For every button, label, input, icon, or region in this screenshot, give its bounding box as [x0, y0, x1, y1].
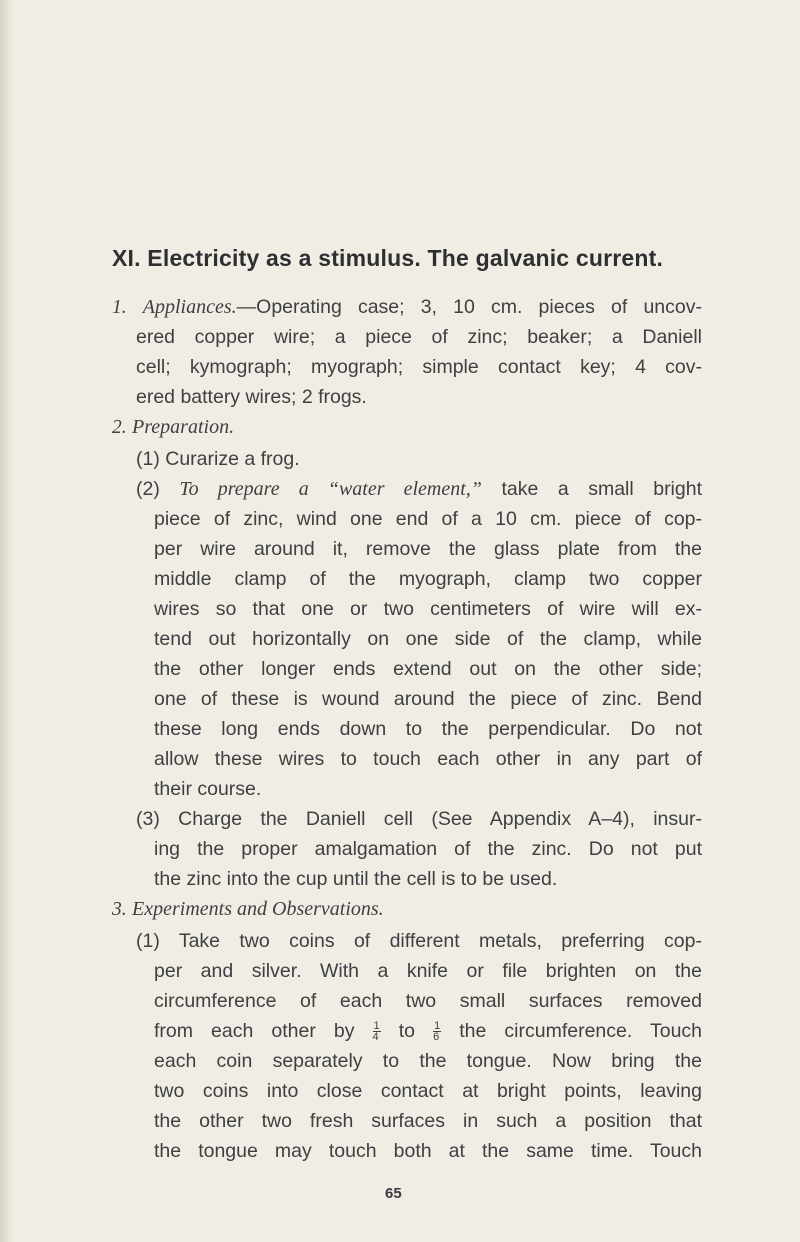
section2-item2-line-10: allow these wires to touch each other in any part of [154, 748, 702, 770]
section2-item2-line-5: wires so that one or two centimeters of wire will ex- [154, 598, 702, 620]
section3-item1-line-1: (1) Take two coins of different metals, preferring cop- [136, 930, 702, 952]
page-number: 65 [385, 1185, 402, 1202]
section2-item2-line-2: piece of zinc, wind one end of a 10 cm. piece of cop- [154, 508, 702, 530]
section1-line-3: cell; kymograph; myograph; simple contact key; 4 cov- [136, 356, 702, 378]
section3-title: Experiments and Observations. [132, 898, 384, 920]
chapter-heading: XI. Electricity as a stimulus. The galvanic current. [112, 245, 664, 271]
section3-heading [112, 898, 384, 921]
fraction-one-sixth [433, 1021, 441, 1042]
fraction-1-denominator: 4 [372, 1031, 379, 1044]
section2-item2-line-11: their course. [154, 778, 262, 800]
fraction-2-numerator: 1 [434, 1020, 441, 1033]
section2-item1: (1) Curarize a frog. [136, 448, 300, 470]
section3-item1-line-7: the other two fresh surfaces in such a position that [154, 1110, 702, 1132]
section2-item2-line-4: middle clamp of the myograph, clamp two copper [154, 568, 702, 590]
section2-item2-line-8: one of these is wound around the piece of zinc. Bend [154, 688, 702, 710]
section3-item1-line-8: the tongue may touch both at the same time. Touch [154, 1140, 702, 1162]
section1-line-1 [112, 296, 702, 319]
section2-item2-line-1 [136, 478, 702, 501]
section2-item2-italic: To prepare a “water element,” [179, 478, 482, 500]
section2-item3-line-2: ing the proper amalgamation of the zinc. Do not put [154, 838, 702, 860]
section2-item2-text: take a small bright [481, 478, 703, 500]
section1-title: Appliances. [142, 296, 237, 318]
section2-heading [112, 416, 234, 439]
section1-text: —Operating case; 3, 10 cm. pieces of uncov- [236, 296, 702, 318]
section2-number: 2. [112, 417, 127, 438]
page-edge-shadow [0, 0, 14, 1242]
section1-number: 1. [112, 297, 127, 318]
section2-item3-line-1: (3) Charge the Daniell cell (See Appendix A–4), insur- [136, 808, 702, 830]
fraction-line-text-b: to [398, 1020, 415, 1042]
section2-item3-line-3: the zinc into the cup until the cell is to be used. [154, 868, 558, 890]
section2-item2-line-3: per wire around it, remove the glass plate from the [154, 538, 702, 560]
section2-item2-line-7: the other longer ends extend out on the other side; [154, 658, 702, 680]
fraction-2-denominator: 6 [433, 1031, 440, 1044]
fraction-one-quarter [373, 1021, 381, 1042]
section2-item2-line-6: tend out horizontally on one side of the clamp, while [154, 628, 702, 650]
fraction-1-numerator: 1 [373, 1020, 380, 1033]
section2-title: Preparation. [132, 416, 235, 438]
section2-item2-number: (2) [136, 478, 160, 500]
section1-line-4: ered battery wires; 2 frogs. [136, 386, 367, 408]
section3-item1-line-3: circumference of each two small surfaces removed [154, 990, 702, 1012]
section3-item1-line-4 [154, 1020, 702, 1043]
fraction-line-text-c: the circumference. Touch [459, 1020, 703, 1042]
section3-number: 3. [112, 899, 127, 920]
section3-item1-line-2: per and silver. With a knife or file brighten on the [154, 960, 702, 982]
section1-line-2: ered copper wire; a piece of zinc; beaker; a Daniell [136, 326, 702, 348]
section3-item1-line-6: two coins into close contact at bright points, leaving [154, 1080, 702, 1102]
section2-item2-line-9: these long ends down to the perpendicular. Do not [154, 718, 702, 740]
fraction-line-text-a: from each other by [154, 1020, 355, 1042]
section3-item1-line-5: each coin separately to the tongue. Now bring the [154, 1050, 702, 1072]
